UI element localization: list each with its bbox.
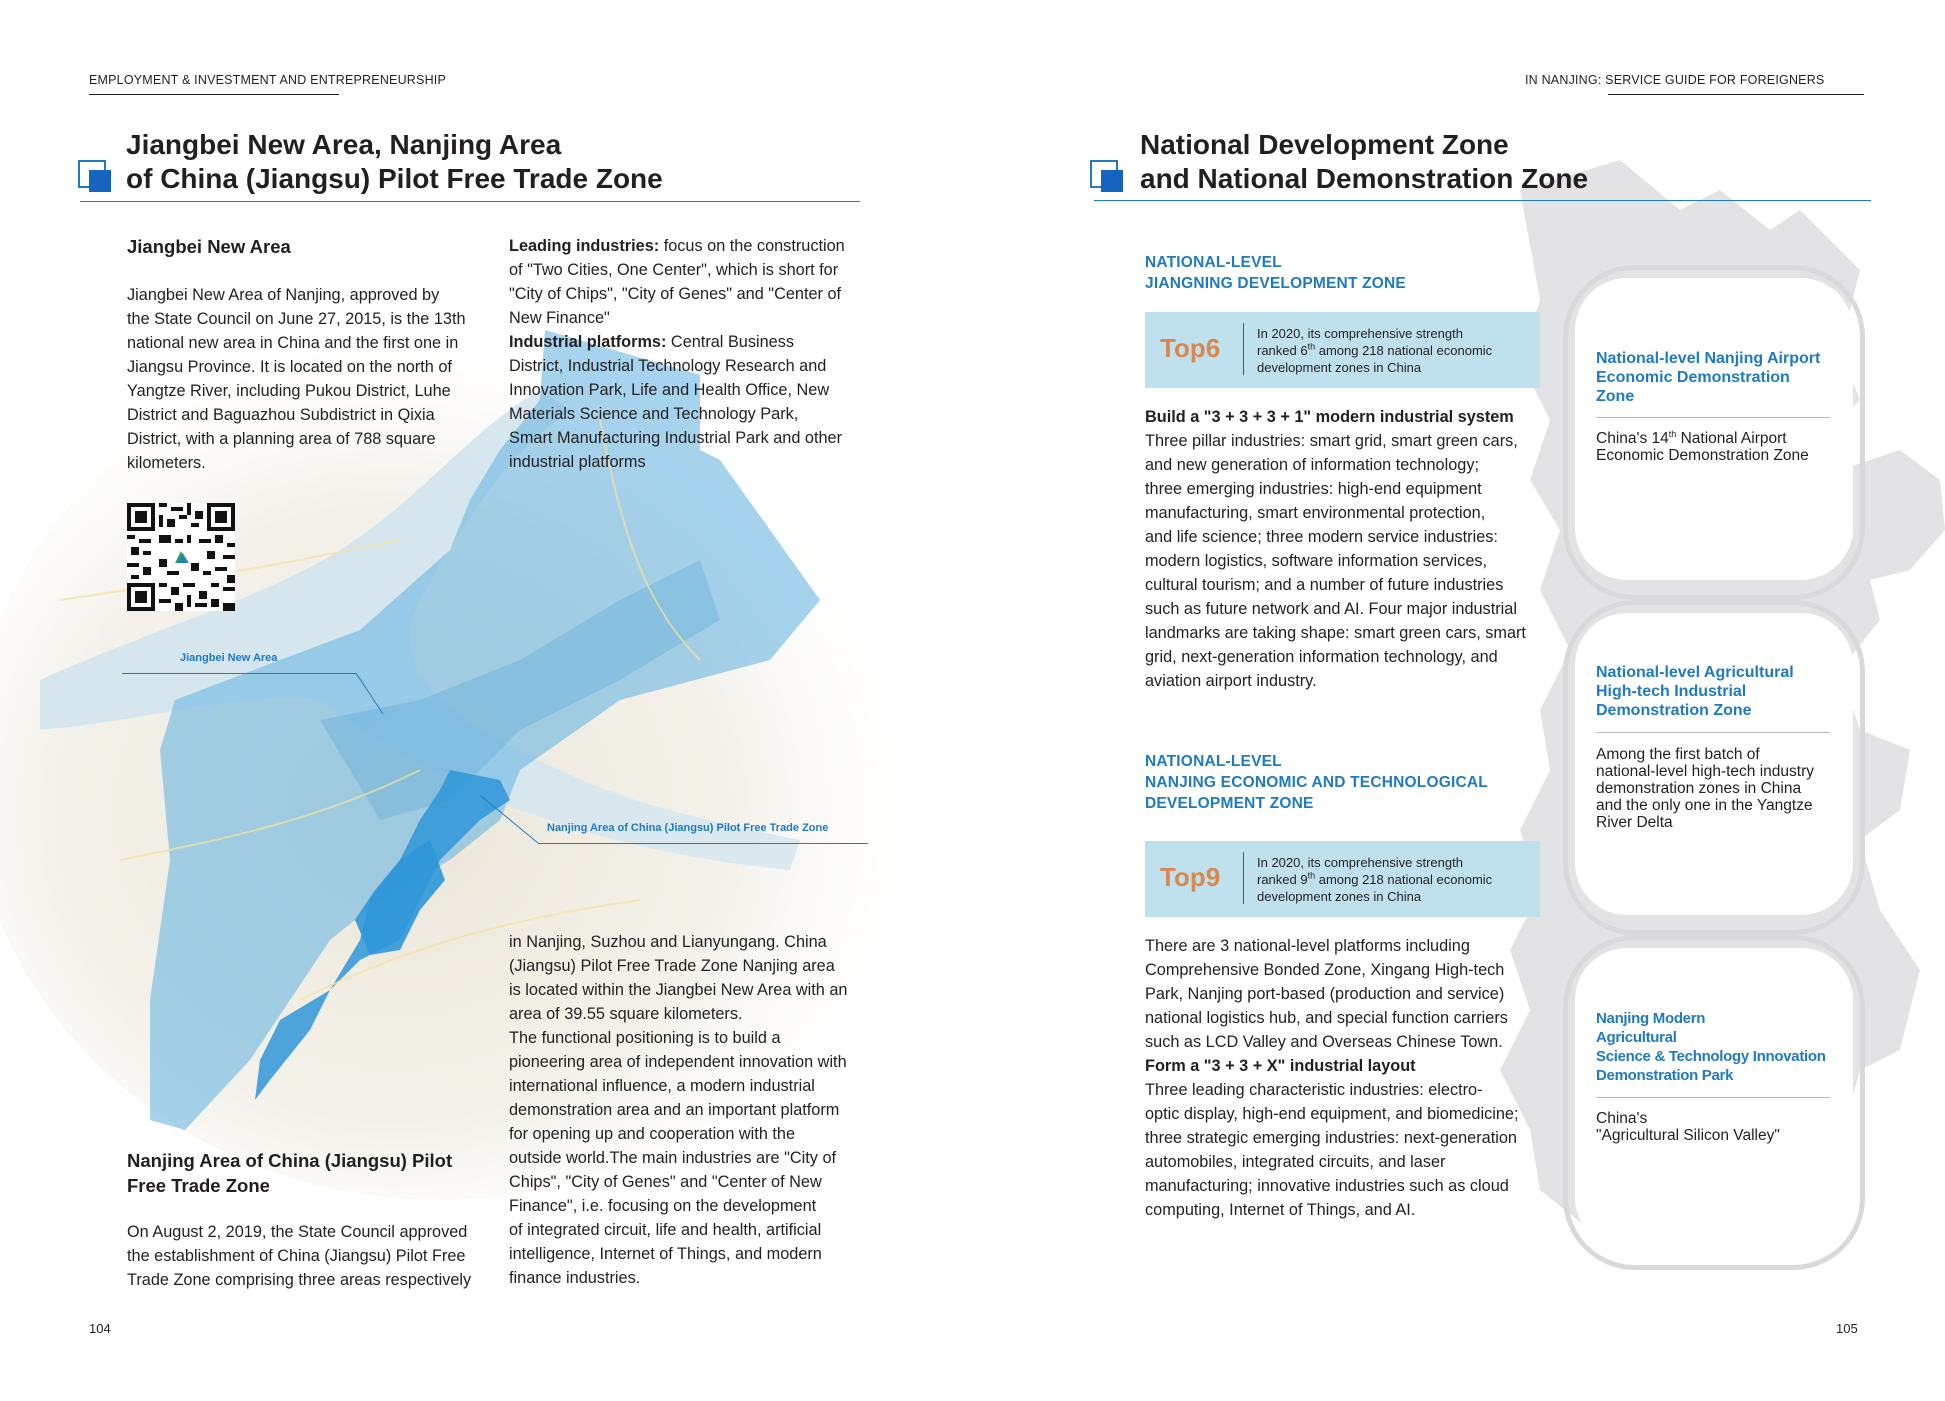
ranking-separator xyxy=(1243,852,1244,904)
leading-industries-text: Leading industries: focus on the construction of "Two Cities, One Center", which is short for "City of Chips", "City of Genes" and "Center of New Finance" Industrial platforms: Central Business District, Industrial Technology Research and Innovation Park, Life and Health Office, New Materials Science and Technology Park, Smart Manufacturing Industrial Park and other industrial platforms xyxy=(509,237,845,471)
section-body-jiangbei: Jiangbei New Area of Nanjing, approved by the State Council on June 27, 2015, is the 13th national new area in China and the first one in Jiangsu Province. It is located on the north of Yangtze River, including Pukou District, Luhe District and Baguazhou Subdistrict in Qixia District, with a planning area of 788 square kilometers. xyxy=(127,286,466,472)
card-agri-park-title: Nanjing Modern Agricultural Science & Technology Innovation Demonstration Park xyxy=(1596,1010,1826,1084)
section-heading-ftz: Nanjing Area of China (Jiangsu) Pilot Free Trade Zone xyxy=(127,1150,453,1196)
map-pointer-line xyxy=(122,673,357,674)
map-pointer-line xyxy=(355,672,385,717)
card-airport-text: China's 14th National Airport Economic Demonstration Zone xyxy=(1596,428,1809,464)
page-title-right: National Development Zone and National Demonstration Zone xyxy=(1140,129,1589,194)
map-pointer-line xyxy=(538,843,868,844)
section-body-ftz: On August 2, 2019, the State Council approved the establishment of China (Jiangsu) Pilot Free Trade Zone comprising three areas respectively xyxy=(127,1223,472,1289)
title-square-icon xyxy=(89,170,111,192)
running-header-left: EMPLOYMENT & INVESTMENT AND ENTREPRENEURSHIP xyxy=(89,73,447,87)
zone-heading-jiangning: NATIONAL-LEVEL JIANGNING DEVELOPMENT ZONE xyxy=(1145,254,1406,292)
section-heading-jiangbei: Jiangbei New Area xyxy=(127,236,291,257)
jiangning-subheading: Build a "3 + 3 + 3 + 1" modern industrial system xyxy=(1145,408,1514,426)
map-label-ftz: Nanjing Area of China (Jiangsu) Pilot Free Trade Zone xyxy=(547,822,829,834)
card-rule xyxy=(1596,417,1830,418)
nanjing-etdz-body: There are 3 national-level platforms including Comprehensive Bonded Zone, Xingang High-tech Park, Nanjing port-based (production and service) national logistics hub, and special function carriers such as LCD Valley and Overseas Chinese Town. Form a "3 + 3 + X" industrial layout Three leading characteristic industries: electro- optic display, high-end equipment, and biomedicine; three strategic emerging industries: next-generation automobiles, integrated circuits, and laser manufacturing; innovative industries such as cloud computing, Internet of Things, and AI. xyxy=(1145,937,1519,1219)
header-rule xyxy=(1608,94,1864,95)
card-agri-park xyxy=(1575,948,1853,1250)
card-rule xyxy=(1596,1097,1830,1098)
page-number-left: 104 xyxy=(89,1321,111,1336)
title-rule xyxy=(80,201,860,202)
card-agri-park-text: China's "Agricultural Silicon Valley" xyxy=(1596,1110,1780,1144)
card-rule xyxy=(1596,732,1830,733)
running-header-right: IN NANJING: SERVICE GUIDE FOR FOREIGNERS xyxy=(1525,73,1825,87)
ranking-separator xyxy=(1243,323,1244,375)
jiangning-body: Three pillar industries: smart grid, smart green cars, and new generation of information technology; three emerging industries: high-end equipment manufacturing, smart environmental protection, and life science; three modern service industries: modern logistics, software information services, cultural tourism; and a number of future industries such as future network and AI. Four major industrial landmarks are taking shape: smart green cars, smart grid, next-generation information technology, and aviation airport industry. xyxy=(1145,432,1526,690)
title-rule xyxy=(1094,200,1871,201)
page-title-left: Jiangbei New Area, Nanjing Area of China (Jiangsu) Pilot Free Trade Zone xyxy=(126,129,663,194)
ranking-text-top9: In 2020, its comprehensive strength ranked 9th among 218 national economic development zones in China xyxy=(1257,855,1493,904)
card-airport-title: National-level Nanjing Airport Economic Demonstration Zone xyxy=(1596,350,1821,405)
map-pointer-line xyxy=(480,795,540,845)
zone-heading-nanjing-etdz: NATIONAL-LEVEL NANJING ECONOMIC AND TECHNOLOGICAL DEVELOPMENT ZONE xyxy=(1145,753,1488,812)
map-label-jiangbei: Jiangbei New Area xyxy=(180,652,278,664)
card-agri-hightech-text: Among the first batch of national-level high-tech industry demonstration zones in China and the only one in the Yangtze River Delta xyxy=(1596,746,1814,831)
ranking-text-top6: In 2020, its comprehensive strength ranked 6th among 218 national economic development zones in China xyxy=(1257,326,1493,375)
page-number-right: 105 xyxy=(1836,1321,1858,1336)
card-agri-hightech-title: National-level Agricultural High-tech Industrial Demonstration Zone xyxy=(1596,664,1794,719)
ftz-continued-text: in Nanjing, Suzhou and Lianyungang. China (Jiangsu) Pilot Free Trade Zone Nanjing area is located within the Jiangbei New Area with an area of 39.55 square kilometers. The functional positioning is to build a pioneering area of independent innovation with international influence, a modern industrial demonstration area and an important platform for opening up and cooperation with the outside world.The main industries are "City of Chips", "City of Genes" and "Center of New Finance", i.e. focusing on the development of integrated circuit, life and health, artificial intelligence, Internet of Things, and modern finance industries. xyxy=(509,933,848,1287)
card-airport xyxy=(1575,278,1853,580)
title-square-icon xyxy=(1101,170,1123,192)
qr-code-icon[interactable] xyxy=(127,503,235,611)
ranking-label-top6: Top6 xyxy=(1160,333,1221,363)
ranking-label-top9: Top9 xyxy=(1160,862,1221,892)
header-rule xyxy=(89,94,339,95)
